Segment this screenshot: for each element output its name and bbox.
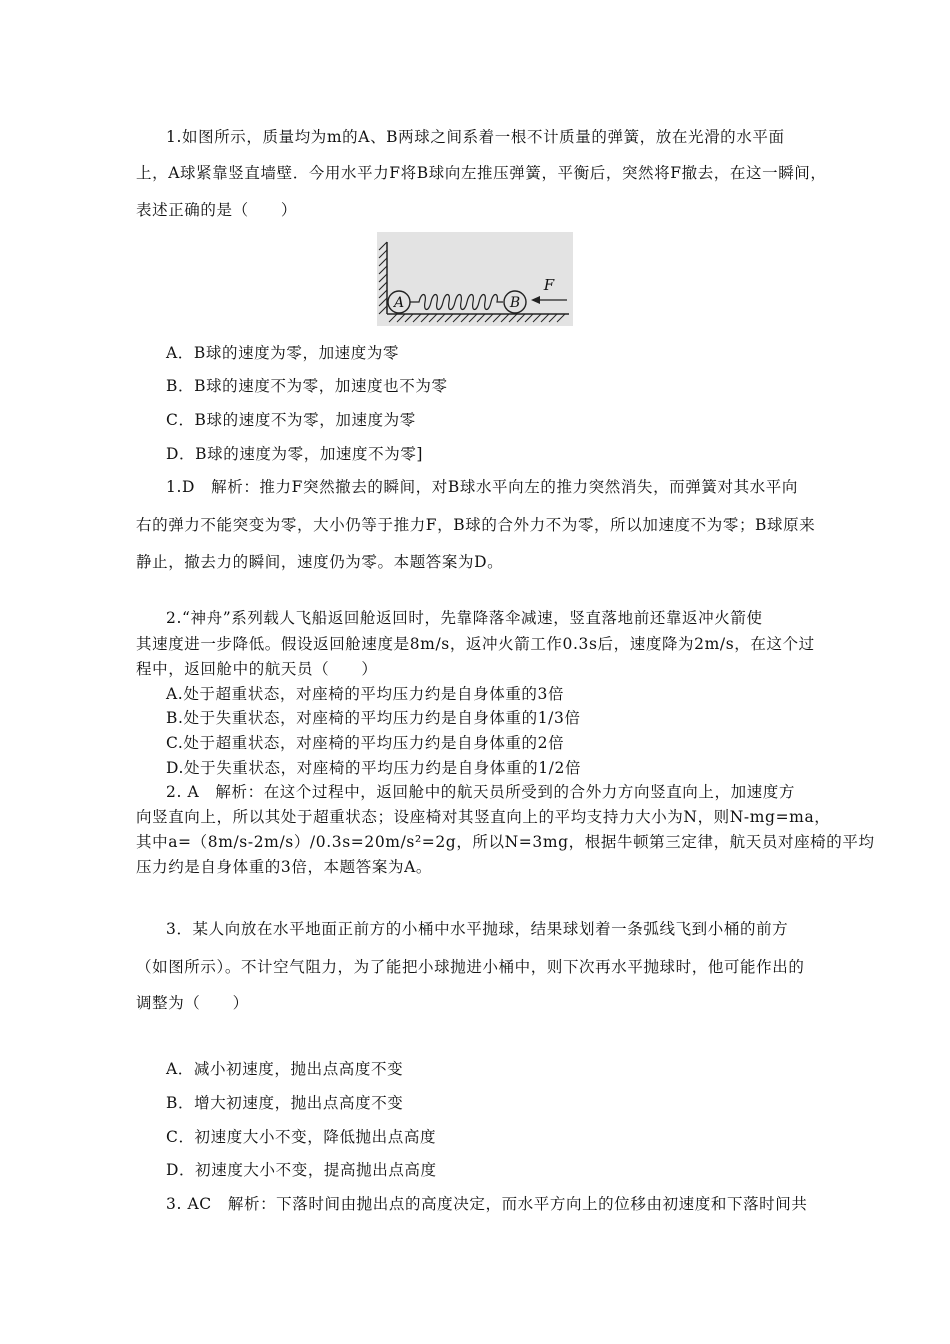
- q1-option-b: B．B球的速度不为零，加速度也不为零: [166, 377, 448, 395]
- ball-a-label: A: [393, 295, 405, 311]
- q3-option-c: C．初速度大小不变，降低抛出点高度: [166, 1128, 437, 1146]
- q3-option-d: D．初速度大小不变，提高抛出点高度: [166, 1161, 437, 1179]
- q1-line-3: 表述正确的是（ ）: [136, 201, 298, 219]
- q3-stem-line-2: （如图所示）。不计空气阻力，为了能把小球抛进小桶中，则下次再水平抛球时，他可能作出的: [136, 958, 805, 976]
- force-label: F: [543, 276, 555, 294]
- q2-answer-line-2: 向竖直向上，所以其处于超重状态；设座椅对其竖直向上的平均支持力大小为N，则N-mg=ma，: [136, 808, 831, 826]
- q3-option-a: A．减小初速度，抛出点高度不变: [166, 1060, 404, 1078]
- q2-option-a: A.处于超重状态，对座椅的平均压力约是自身体重的3倍: [166, 685, 565, 703]
- q2-option-c: C.处于超重状态，对座椅的平均压力约是自身体重的2倍: [166, 734, 565, 752]
- q3-answer-line-1: 3. AC 解析：下落时间由抛出点的高度决定，而水平方向上的位移由初速度和下落时间共: [166, 1195, 808, 1213]
- q2-answer-line-3: 其中a=（8m/s-2m/s）/0.3s=20m/s²=2g，所以N=3mg，根据牛顿第三定律，航天员对座椅的平均: [136, 833, 875, 851]
- q1-line-2: 上，A球紧靠竖直墙壁．今用水平力F将B球向左推压弹簧，平衡后，突然将F撤去，在这一瞬间，: [136, 164, 827, 182]
- q3-stem-line-1: 3．某人向放在水平地面正前方的小桶中水平抛球，结果球划着一条弧线飞到小桶的前方: [166, 920, 789, 938]
- q1-option-a: A．B球的速度为零，加速度为零: [166, 344, 400, 362]
- q1-line-1: 1.如图所示，质量均为m的A、B两球之间系着一根不计质量的弹簧，放在光滑的水平面: [166, 128, 785, 146]
- q3-option-b: B．增大初速度，抛出点高度不变: [166, 1094, 404, 1112]
- q1-answer-line-3: 静止，撤去力的瞬间，速度仍为零。本题答案为D。: [136, 553, 504, 571]
- q2-stem-line-2: 其速度进一步降低。假设返回舱速度是8m/s，返冲火箭工作0.3s后，速度降为2m/s，在这个过: [136, 635, 815, 653]
- q1-option-d: D．B球的速度为零，加速度不为零]: [166, 445, 424, 463]
- q2-stem-line-3: 程中，返回舱中的航天员（ ）: [136, 660, 378, 678]
- q2-answer-line-4: 压力约是自身体重的3倍，本题答案为A。: [136, 858, 432, 876]
- q2-option-b: B.处于失重状态，对座椅的平均压力约是自身体重的1/3倍: [166, 709, 581, 727]
- q1-option-c: C．B球的速度不为零，加速度为零: [166, 411, 416, 429]
- q1-answer-line-2: 右的弹力不能突变为零，大小仍等于推力F，B球的合外力不为零，所以加速度不为零；B球原来: [136, 516, 816, 534]
- ball-b-label: B: [509, 295, 521, 311]
- q3-stem-line-3: 调整为（ ）: [136, 994, 249, 1012]
- spring-figure: [377, 232, 573, 326]
- q2-stem-line-1: 2.“神舟”系列载人飞船返回舱返回时，先靠降落伞减速，竖直落地前还靠返冲火箭使: [166, 609, 763, 627]
- q1-answer-line-1: 1.D 解析：推力F突然撤去的瞬间，对B球水平向左的推力突然消失，而弹簧对其水平向: [166, 478, 798, 496]
- q2-answer-line-1: 2. A 解析：在这个过程中，返回舱中的航天员所受到的合外力方向竖直向上，加速度方: [166, 783, 796, 801]
- q2-option-d: D.处于失重状态，对座椅的平均压力约是自身体重的1/2倍: [166, 759, 582, 777]
